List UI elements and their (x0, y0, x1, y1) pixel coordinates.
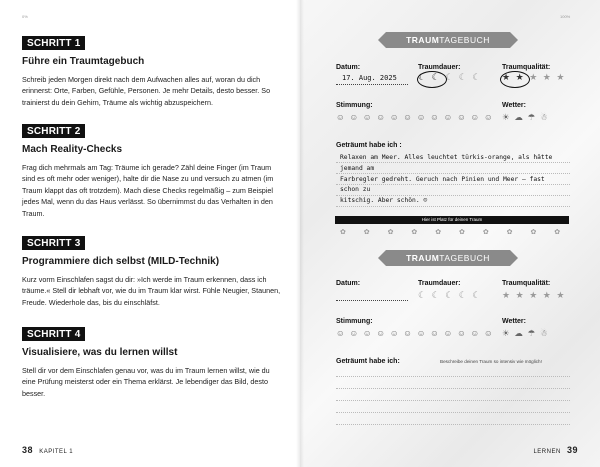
face-icon[interactable]: ☺ (430, 328, 441, 338)
face-icon[interactable]: ☺ (443, 328, 454, 338)
wetter-label-2: Wetter: (502, 318, 526, 325)
star-icon[interactable]: ★ (529, 290, 539, 300)
weather-icons-row-2[interactable]: ☀ ☁ ☂ ☃ (502, 328, 549, 338)
moon-icon: ☾ (431, 72, 442, 82)
datum-label: Datum: (336, 64, 361, 71)
step-title: Programmiere dich selbst (MILD-Technik) (22, 256, 220, 267)
traumdauer-label-2: Traumdauer: (418, 280, 461, 287)
star-icon: ★ (542, 72, 553, 82)
datum-line (336, 84, 408, 85)
writing-line[interactable] (336, 412, 570, 413)
writing-line (336, 173, 570, 174)
step-2 (22, 121, 284, 219)
dream-journal-banner-2 (386, 250, 510, 266)
face-icon[interactable]: ☺ (483, 328, 494, 338)
banner-suffix: TAGEBUCH (439, 253, 490, 263)
writing-line (336, 162, 570, 163)
face-icon: ☺ (416, 112, 427, 122)
writing-line[interactable] (336, 388, 570, 389)
moon-icon[interactable]: ☾ (431, 290, 442, 300)
stimmung-label-2: Stimmung: (336, 318, 373, 325)
face-icon[interactable]: ☺ (470, 328, 481, 338)
traumdauer-label: Traumdauer: (418, 64, 461, 71)
moon-icon: ☾ (458, 72, 469, 82)
face-icon[interactable]: ☺ (457, 328, 467, 338)
face-icon[interactable]: ☺ (376, 328, 387, 338)
face-icon[interactable]: ☺ (362, 328, 373, 338)
face-icon: ☺ (362, 112, 373, 122)
book-gutter (296, 0, 304, 467)
step-badge: SCHRITT 3 (22, 236, 85, 250)
face-icon: ☺ (443, 112, 454, 122)
banner-prefix: TRAUM (406, 253, 440, 263)
moon-icon: ☾ (418, 72, 428, 82)
star-icon: ★ (502, 72, 512, 82)
face-icon: ☺ (430, 112, 441, 122)
star-icon[interactable]: ★ (556, 290, 566, 300)
step-title: Visualisiere, was du lernen willst (22, 347, 178, 358)
dream-journal-banner (386, 32, 510, 48)
moon-icon[interactable]: ☾ (418, 290, 428, 300)
face-icon: ☺ (376, 112, 387, 122)
getraeumt-label: Geträumt habe ich : (336, 142, 402, 149)
wetter-label: Wetter: (502, 102, 526, 109)
folio-left (22, 445, 73, 455)
banner-suffix: TAGEBUCH (439, 35, 490, 45)
face-icon: ☺ (349, 112, 360, 122)
star-icons-row-2[interactable] (502, 290, 566, 301)
handwriting-line: Relaxen am Meer. Alles leuchtet türkis-orange, als hätte jemand am (340, 154, 553, 172)
star-icon[interactable]: ★ (502, 290, 512, 300)
star-icon[interactable]: ★ (542, 290, 553, 300)
step-1 (22, 33, 284, 108)
face-icon[interactable]: ☺ (403, 328, 414, 338)
datum-value: 17. Aug. 2025 (342, 74, 397, 82)
moon-icon: ☾ (472, 72, 482, 82)
face-icon: ☺ (457, 112, 467, 122)
moon-icon[interactable]: ☾ (445, 290, 455, 300)
moon-icon[interactable]: ☾ (458, 290, 469, 300)
step-badge: SCHRITT 4 (22, 327, 85, 341)
moon-icons-row-2[interactable] (418, 290, 482, 301)
chapter-label: LERNEN (533, 449, 561, 455)
progress-marker-right: 100% (560, 14, 571, 19)
face-icon[interactable]: ☺ (349, 328, 360, 338)
star-icon: ★ (556, 72, 566, 82)
stimmung-label: Stimmung: (336, 102, 373, 109)
step-title: Mach Reality-Checks (22, 144, 123, 155)
step-title: Führe ein Traumtagebuch (22, 56, 145, 67)
handwriting-line: Farbregler gedreht. Geruch nach Pinien und Meer – fast schon zu (340, 175, 545, 194)
step-body: Stell dir vor dem Einschlafen genau vor, was du im Traum lernen willst, wie du eine Prüfung meisterst oder ein Thema erklärst. Je lebendiger das Bild, desto besser. (22, 366, 270, 398)
face-icon: ☺ (389, 112, 400, 122)
handwriting-line: kitschig. Aber schön. ☺ (340, 197, 428, 205)
getraeumt-label-2: Geträumt habe ich: (336, 358, 400, 365)
step-badge: SCHRITT 1 (22, 36, 85, 50)
chapter-label: KAPITEL 1 (39, 449, 74, 455)
writing-line[interactable] (336, 376, 570, 377)
writing-line[interactable] (336, 400, 570, 401)
star-icon[interactable]: ★ (515, 290, 526, 300)
mood-icons-row (336, 112, 494, 122)
selection-circle-duration (417, 71, 447, 88)
datum-line-2[interactable] (336, 300, 408, 301)
page-number: 38 (22, 445, 34, 455)
weather-icons-row: ☀ ☁ ☂ ☃ (502, 112, 549, 122)
selection-circle-quality (500, 71, 530, 88)
mood-icons-row-2[interactable] (336, 328, 494, 338)
step-3 (22, 233, 284, 308)
leaf-divider: ✿ ✿ ✿ ✿ ✿ ✿ ✿ ✿ ✿ ✿ (340, 229, 569, 236)
face-icon[interactable]: ☺ (336, 328, 346, 338)
progress-marker-left: 0% (22, 14, 28, 19)
folio-right (533, 445, 578, 455)
traumqualitaet-label-2: Traumqualität: (502, 280, 551, 287)
face-icon: ☺ (483, 112, 494, 122)
face-icon: ☺ (470, 112, 481, 122)
writing-line (336, 195, 570, 196)
face-icon[interactable]: ☺ (416, 328, 427, 338)
step-body: Kurz vorm Einschlafen sagst du dir: »Ich werde im Traum erkennen, dass ich träume.« Stell dir lebhaft vor, wie du im Traum klar wirst. Fühle Neugier, Staunen, Freude. Wiederhole das, bis du einschläfst. (22, 275, 281, 307)
writing-line (336, 206, 570, 207)
banner-prefix: TRAUM (406, 35, 440, 45)
moon-icon: ☾ (445, 72, 455, 82)
step-body: Frag dich mehrmals am Tag: Träume ich gerade? Zähl deine Finger (im Traum sind es oft mehr oder weniger), halte dir die Nase zu und versuch zu atmen (im Traum klappt das oft trotzdem). Mach diese Checks regelmäßig – zum Beispiel jedes Mal, wenn du das Haus verlässt. So übernimmst du das Verhalten in den Traum. (22, 163, 274, 218)
face-icon: ☺ (403, 112, 414, 122)
writing-line (336, 184, 570, 185)
moon-icon[interactable]: ☾ (472, 290, 482, 300)
page-number: 39 (566, 445, 578, 455)
step-4 (22, 324, 284, 399)
face-icon: ☺ (336, 112, 346, 122)
traumqualitaet-label: Traumqualität: (502, 64, 551, 71)
step-badge: SCHRITT 2 (22, 124, 85, 138)
describe-hint: Beschreibe deinen Traum so intensiv wie möglich! (440, 359, 542, 364)
star-icon: ★ (529, 72, 539, 82)
star-icon: ★ (515, 72, 526, 82)
photo-hint-bar: Hier ist Platz für deinen Traum (335, 216, 569, 224)
step-body: Schreib jeden Morgen direkt nach dem Aufwachen alles auf, woran du dich erinnerst: Orte, Farben, Gefühle, Personen. Je mehr Details, desto besser. So trainierst du dein Gehirn, Träume als wichtig abzuspeichern. (22, 75, 271, 107)
writing-line[interactable] (336, 424, 570, 425)
datum-label-2: Datum: (336, 280, 361, 287)
face-icon[interactable]: ☺ (389, 328, 400, 338)
